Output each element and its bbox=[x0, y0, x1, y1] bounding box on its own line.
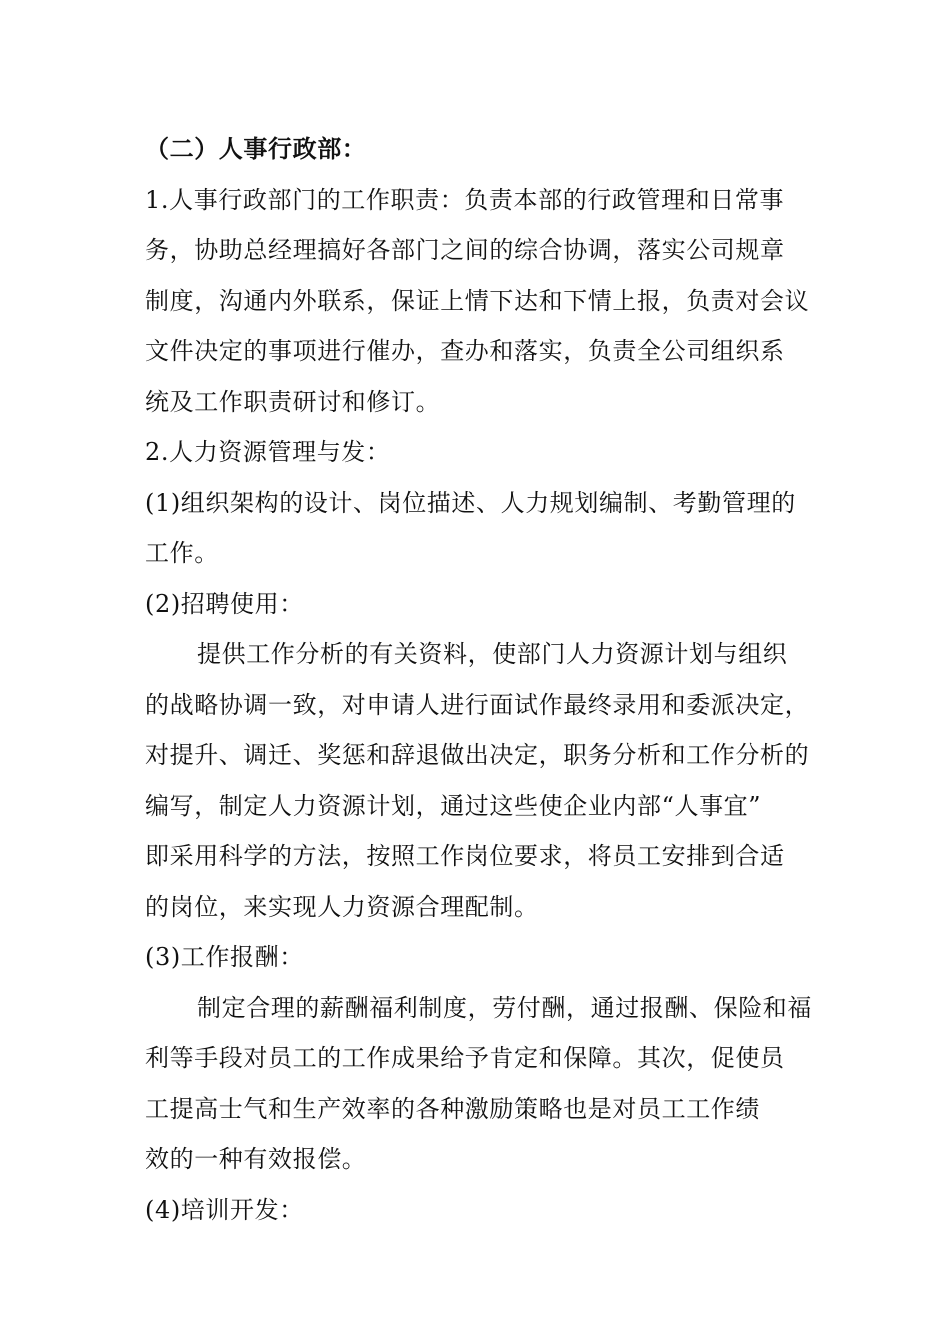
document-body bbox=[145, 124, 825, 1235]
paragraph-line: 即采用科学的方法，按照工作岗位要求，将员工安排到合适 bbox=[145, 842, 785, 870]
paragraph-line: 文件决定的事项进行催办，查办和落实，负责全公司组织系 bbox=[145, 337, 785, 365]
paragraph-line: 工提高士气和生产效率的各种激励策略也是对员工工作绩 bbox=[145, 1094, 760, 1123]
subitem-title: (2)招聘使用： bbox=[145, 589, 304, 618]
subitem-title: (4)培训开发： bbox=[145, 1195, 304, 1224]
paragraph-line: 对提升、调迁、奖惩和辞退做出决定，职务分析和工作分析的 bbox=[145, 741, 810, 769]
paragraph-line: (1)组织架构的设计、岗位描述、人力规划编制、考勤管理的 bbox=[145, 488, 796, 517]
paragraph-line: 制度，沟通内外联系，保证上情下达和下情上报，负责对会议 bbox=[145, 286, 810, 315]
item-title: 2.人力资源管理与发： bbox=[145, 438, 391, 466]
section-heading: （二）人事行政部： bbox=[145, 135, 367, 163]
paragraph-line: 统及工作职责研讨和修订。 bbox=[145, 387, 441, 416]
paragraph-line: 提供工作分析的有关资料，使部门人力资源计划与组织 bbox=[197, 640, 788, 668]
paragraph-line: 编写，制定人力资源计划，通过这些使企业内部“人事宜” bbox=[145, 791, 762, 820]
paragraph-line: 1.人事行政部门的工作职责：负责本部的行政管理和日常事 bbox=[145, 185, 785, 214]
paragraph-line: 制定合理的薪酬福利制度，劳付酬，通过报酬、保险和福 bbox=[197, 993, 812, 1022]
paragraph-line: 利等手段对员工的工作成果给予肯定和保障。其次，促使员 bbox=[145, 1044, 785, 1072]
paragraph-line: 务，协助总经理搞好各部门之间的综合协调，落实公司规章 bbox=[145, 236, 785, 264]
paragraph-line: 效的一种有效报偿。 bbox=[145, 1145, 367, 1173]
paragraph-line: 工作。 bbox=[145, 539, 219, 567]
subitem-title: (3)工作报酬： bbox=[145, 943, 304, 971]
paragraph-line: 的战略协调一致，对申请人进行面试作最终录用和委派决定， bbox=[145, 690, 810, 719]
paragraph-line: 的岗位，来实现人力资源合理配制。 bbox=[145, 892, 539, 921]
